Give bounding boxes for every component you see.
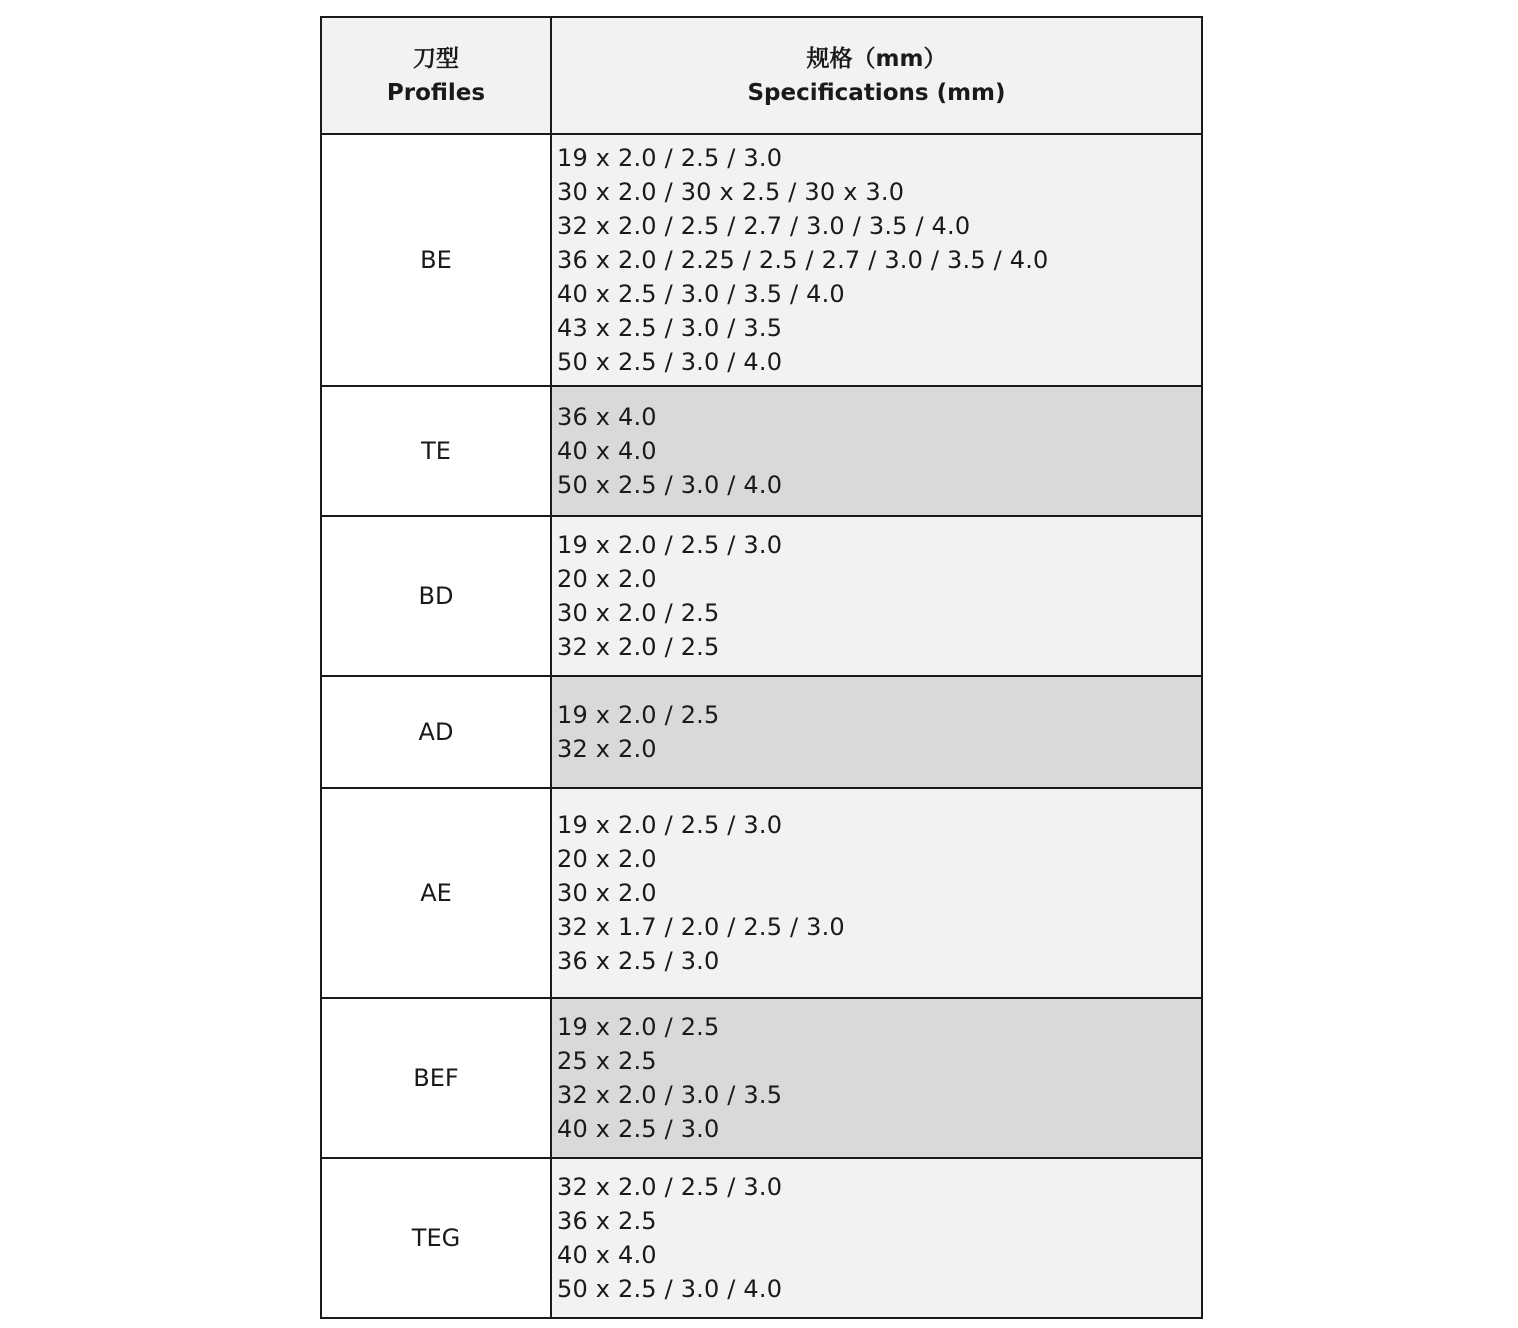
spec-cell <box>551 134 1202 386</box>
spec-line: 19 x 2.0 / 2.5 <box>557 1013 720 1041</box>
spec-line: 32 x 2.0 / 3.0 / 3.5 <box>557 1081 783 1109</box>
profile-cell: TEG <box>321 1158 551 1318</box>
spec-line: 19 x 2.0 / 2.5 / 3.0 <box>557 144 783 172</box>
spec-line: 40 x 2.5 / 3.0 / 3.5 / 4.0 <box>557 280 845 308</box>
table-row <box>321 134 1202 386</box>
spec-line: 36 x 4.0 <box>557 403 657 431</box>
spec-cell <box>551 998 1202 1158</box>
spec-header-en: Specifications (mm) <box>747 79 1006 106</box>
spec-line: 50 x 2.5 / 3.0 / 4.0 <box>557 1275 783 1303</box>
spec-line: 19 x 2.0 / 2.5 <box>557 701 720 729</box>
profile-cell: BD <box>321 516 551 676</box>
spec-header-zh: 规格（mm） <box>806 45 947 72</box>
spec-line: 30 x 2.0 <box>557 879 657 907</box>
spec-line: 32 x 1.7 / 2.0 / 2.5 / 3.0 <box>557 913 845 941</box>
spec-line: 25 x 2.5 <box>557 1047 657 1075</box>
table-row <box>321 1158 1202 1318</box>
spec-line: 36 x 2.0 / 2.25 / 2.5 / 2.7 / 3.0 / 3.5 / 4.0 <box>557 246 1049 274</box>
spec-line: 19 x 2.0 / 2.5 / 3.0 <box>557 531 783 559</box>
spec-line: 20 x 2.0 <box>557 845 657 873</box>
profile-header-zh: 刀型 <box>413 45 459 72</box>
spec-line: 20 x 2.0 <box>557 565 657 593</box>
spec-line: 30 x 2.0 / 30 x 2.5 / 30 x 3.0 <box>557 178 905 206</box>
spec-line: 30 x 2.0 / 2.5 <box>557 599 720 627</box>
spec-line: 40 x 2.5 / 3.0 <box>557 1115 720 1143</box>
profile-cell: BE <box>321 134 551 386</box>
specifications-table <box>320 16 1203 1319</box>
table-row <box>321 516 1202 676</box>
spec-line: 32 x 2.0 <box>557 735 657 763</box>
spec-line: 32 x 2.0 / 2.5 / 2.7 / 3.0 / 3.5 / 4.0 <box>557 212 971 240</box>
table-body <box>321 134 1202 1318</box>
table-header-row <box>321 17 1202 134</box>
spec-line: 43 x 2.5 / 3.0 / 3.5 <box>557 314 783 342</box>
spec-cell <box>551 386 1202 516</box>
profile-cell: AE <box>321 788 551 998</box>
profile-cell: BEF <box>321 998 551 1158</box>
spec-line: 50 x 2.5 / 3.0 / 4.0 <box>557 348 783 376</box>
profile-column-header <box>321 17 551 134</box>
spec-cell <box>551 516 1202 676</box>
table-row <box>321 676 1202 788</box>
spec-cell <box>551 676 1202 788</box>
spec-line: 50 x 2.5 / 3.0 / 4.0 <box>557 471 783 499</box>
profile-header-en: Profiles <box>386 79 486 106</box>
spec-line: 40 x 4.0 <box>557 437 657 465</box>
table-row <box>321 788 1202 998</box>
spec-cell <box>551 1158 1202 1318</box>
spec-line: 32 x 2.0 / 2.5 <box>557 633 720 661</box>
table-row <box>321 998 1202 1158</box>
spec-line: 19 x 2.0 / 2.5 / 3.0 <box>557 811 783 839</box>
spec-cell <box>551 788 1202 998</box>
spec-line: 32 x 2.0 / 2.5 / 3.0 <box>557 1173 783 1201</box>
spec-column-header <box>551 17 1202 134</box>
profile-cell: TE <box>321 386 551 516</box>
profile-cell: AD <box>321 676 551 788</box>
spec-line: 36 x 2.5 <box>557 1207 657 1235</box>
table-row <box>321 386 1202 516</box>
spec-line: 36 x 2.5 / 3.0 <box>557 947 720 975</box>
spec-line: 40 x 4.0 <box>557 1241 657 1269</box>
